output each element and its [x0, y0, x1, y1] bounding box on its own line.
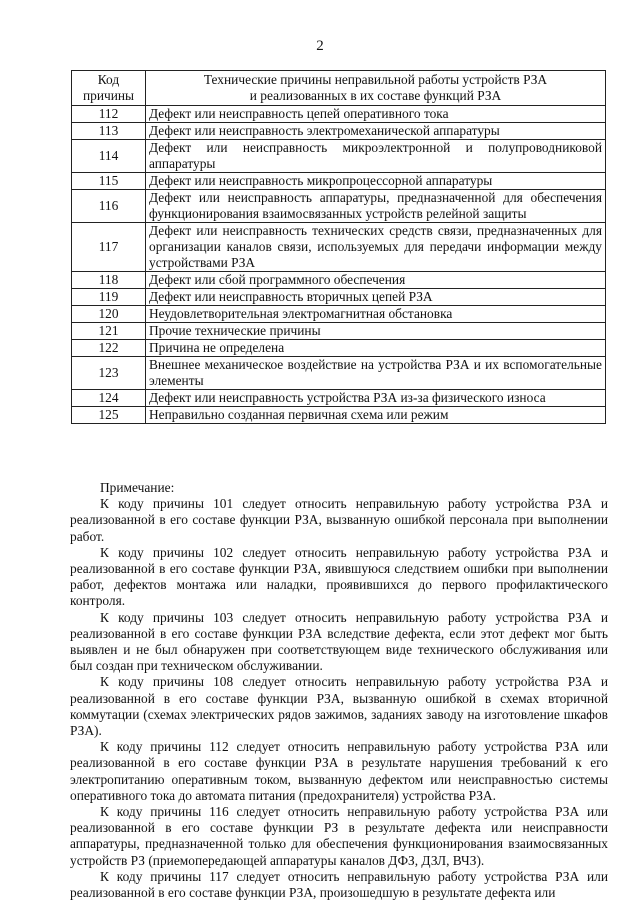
- desc-line: Дефект или неисправность технических средств связи,: [149, 223, 472, 238]
- row-code: 121: [72, 323, 146, 340]
- row-code: 123: [72, 357, 146, 390]
- header-code-line: Код: [97, 72, 120, 87]
- note-paragraph: К коду причины 108 следует относить неправильную работу устройства РЗА и реализованной в его составе функции РЗА, вызванную ошибкой в схемах вторичной коммутации (схемах электрических рядов зажимов, заданиях заводу на изготовление шкафов РЗА).: [70, 674, 608, 739]
- row-description: [146, 106, 606, 123]
- note-paragraph: К коду причины 101 следует относить неправильную работу устройства РЗА и реализованной в его составе функции РЗА, вызванную ошибкой персонала при выполнении работ.: [70, 496, 608, 544]
- note-paragraph: К коду причины 116 следует относить неправильную работу устройства РЗА или реализованной в его составе функции РЗ в результате дефекта или неисправности аппаратуры, предназначенной только для обеспечения функционирования взаимосвязанных устройств РЗ (приемопередающей аппаратуры каналов ДФЗ, ДЗЛ, ВЧЗ).: [70, 804, 608, 868]
- desc-line: Дефект или неисправность аппаратуры, предназначенной для: [149, 190, 523, 205]
- row-code: 116: [72, 190, 146, 223]
- row-code: 120: [72, 306, 146, 323]
- note-paragraph: К коду причины 117 следует относить неправильную работу устройства РЗА или реализованной в его составе функции РЗА, произошедшую в результате дефекта или: [70, 868, 608, 901]
- table-row: [72, 140, 606, 173]
- table-header-row: [72, 71, 606, 106]
- desc-line: Дефект или неисправность микроэлектронной и полупроводниковой: [149, 140, 602, 155]
- desc-line: Неудовлетворительная электромагнитная обстановка: [149, 306, 453, 321]
- row-code: 112: [72, 106, 146, 123]
- note-paragraph: К коду причины 103 следует относить неправильную работу устройства РЗА и реализованной в его составе функции РЗА вследствие дефекта, если этот дефект мог быть выявлен и не был обнаружен при соответствующем виде технического обслуживания или был создан при техническом обслуживании.: [70, 609, 608, 674]
- row-code: 117: [72, 223, 146, 272]
- row-code: 124: [72, 390, 146, 407]
- desc-line: Дефект или сбой программного обеспечения: [149, 272, 406, 287]
- table-row: [72, 306, 606, 323]
- row-description: [146, 390, 606, 407]
- header-reason-line: Технические причины неправильной работы устройств РЗА: [203, 72, 548, 87]
- row-code: 113: [72, 123, 146, 140]
- table-row: [72, 390, 606, 407]
- row-description: [146, 223, 606, 272]
- row-description: [146, 340, 606, 357]
- header-code-line: причины: [82, 88, 135, 103]
- row-code: 118: [72, 272, 146, 289]
- desc-line: защиты: [482, 206, 527, 221]
- row-description: [146, 173, 606, 190]
- header-code: [72, 71, 146, 106]
- desc-line: Дефект или неисправность электромеханической аппаратуры: [149, 123, 500, 138]
- header-reason: [146, 71, 606, 106]
- table-row: [72, 223, 606, 272]
- notes-label: Примечание:: [100, 480, 175, 495]
- row-description: [146, 123, 606, 140]
- table-row: [72, 106, 606, 123]
- table-row: [72, 407, 606, 424]
- table-row: [72, 340, 606, 357]
- desc-line: Дефект или неисправность устройства РЗА из-за физического износа: [149, 390, 546, 405]
- notes-section: [70, 480, 608, 901]
- desc-line: предназначенных для организации каналов связи, используемых для: [149, 223, 602, 254]
- desc-line: Дефект или неисправность вторичных цепей РЗА: [149, 289, 433, 304]
- desc-line: Прочие технические причины: [149, 323, 321, 338]
- table-row: [72, 190, 606, 223]
- row-description: [146, 140, 606, 173]
- desc-line: Внешнее механическое воздействие на устройства РЗА и их: [149, 357, 499, 372]
- row-code: 115: [72, 173, 146, 190]
- desc-line: вспомогательные элементы: [149, 357, 602, 388]
- desc-line: Дефект или неисправность микропроцессорной аппаратуры: [149, 173, 493, 188]
- note-paragraph: К коду причины 112 следует относить неправильную работу устройства РЗА или реализованной в его составе функции РЗА в результате нарушения требований к его электропитанию оперативным током, вызванную дефектом или неисправностью системы оперативного тока до автомата питания (предохранителя) устройства РЗА.: [70, 739, 608, 803]
- table-row: [72, 272, 606, 289]
- row-description: [146, 289, 606, 306]
- row-code: 119: [72, 289, 146, 306]
- desc-line: Неправильно созданная первичная схема или режим: [149, 407, 449, 422]
- row-description: [146, 272, 606, 289]
- row-code: 125: [72, 407, 146, 424]
- row-description: [146, 407, 606, 424]
- desc-line: передачи информации между устройствами РЗА: [149, 239, 602, 270]
- header-reason-line: и реализованных в их составе функций РЗА: [249, 88, 502, 103]
- table-row: [72, 357, 606, 390]
- table-row: [72, 123, 606, 140]
- row-description: [146, 306, 606, 323]
- desc-line: Причина не определена: [149, 340, 285, 355]
- table-row: [72, 173, 606, 190]
- desc-line: Дефект или неисправность цепей оперативного тока: [149, 106, 449, 121]
- page-number: 2: [316, 38, 324, 54]
- desc-line: обеспечения функционирования взаимосвязанных устройств релейной: [149, 190, 602, 221]
- table-row: [72, 323, 606, 340]
- reasons-table: [71, 70, 606, 424]
- row-code: 114: [72, 140, 146, 173]
- row-description: [146, 357, 606, 390]
- row-code: 122: [72, 340, 146, 357]
- table-row: [72, 289, 606, 306]
- row-description: [146, 190, 606, 223]
- note-paragraph: К коду причины 102 следует относить неправильную работу устройства РЗА и реализованной в его составе функции РЗА, явившуюся следствием ошибки при выполнении работ, дефектов монтажа или наладки, проявившихся до первого профилактического контроля.: [70, 544, 608, 609]
- desc-line: аппаратуры: [149, 156, 216, 171]
- row-description: [146, 323, 606, 340]
